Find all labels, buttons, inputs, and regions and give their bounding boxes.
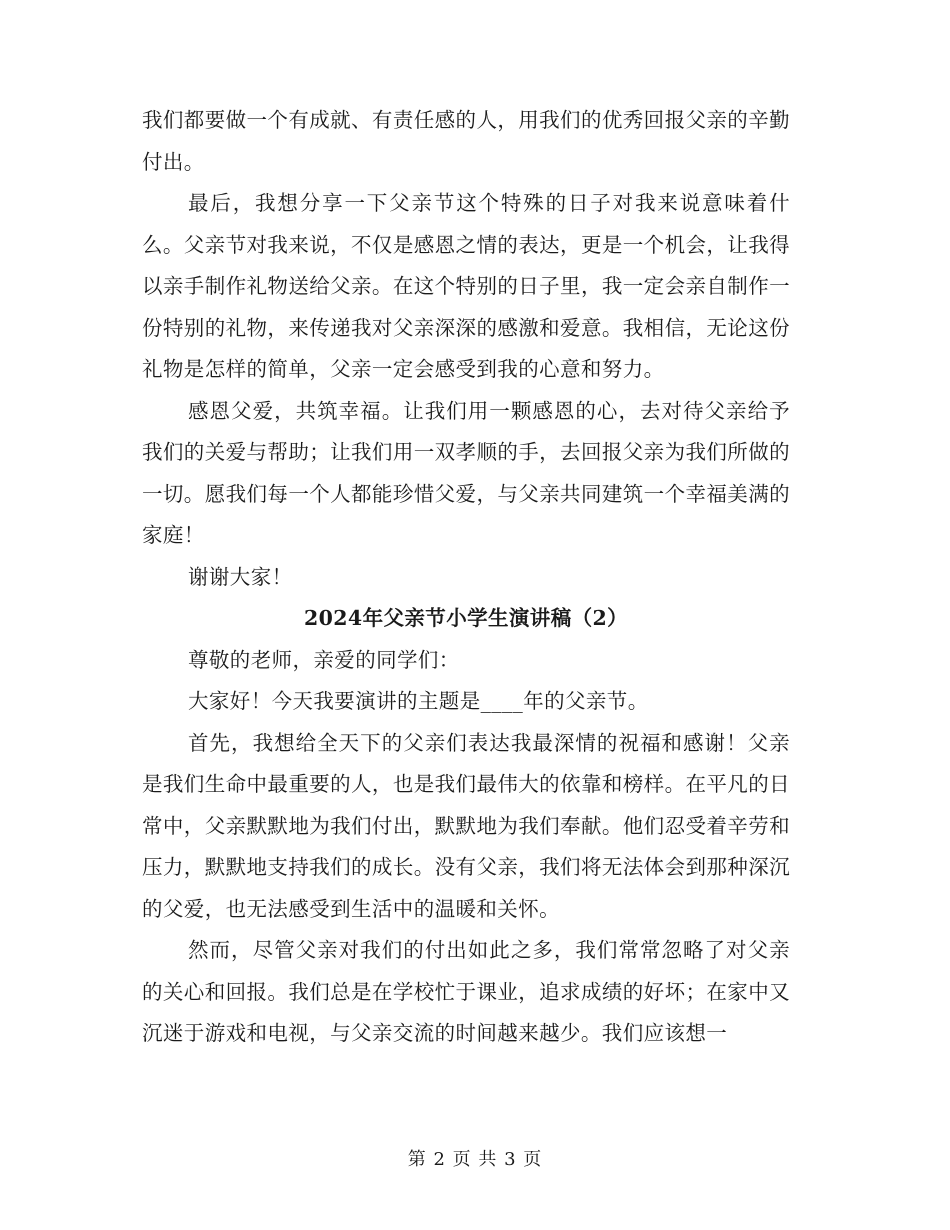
paragraph-fathers-day-meaning: 最后，我想分享一下父亲节这个特殊的日子对我来说意味着什么。父亲节对我来说，不仅是感恩之情的表达，更是一个机会，让我得以亲手制作礼物送给父亲。在这个特别的日子里，我一定会亲自制作一份特别的礼物，来传递我对父亲深深的感激和爱意。我相信，无论这份礼物是怎样的简单，父亲一定会感受到我的心意和努力。 [142,191,790,381]
document-page [142,100,790,1055]
paragraph-gratitude: 感恩父爱，共筑幸福。让我们用一颗感恩的心，去对待父亲给予我们的关爱与帮助；让我们用一双孝顺的手，去回报父亲为我们所做的一切。愿我们每一个人都能珍惜父爱，与父亲共同建筑一个幸福美满的家庭！ [142,398,790,547]
paragraph-blessing: 首先，我想给全天下的父亲们表达我最深情的祝福和感谢！父亲是我们生命中最重要的人，也是我们最伟大的依靠和榜样。在平凡的日常中，父亲默默地为我们付出，默默地为我们奉献。他们忍受着辛劳和压力，默默地支持我们的成长。没有父亲，我们将无法体会到那种深沉的父爱，也无法感受到生活中的温暖和关怀。 [142,730,790,921]
paragraph-neglect: 然而，尽管父亲对我们的付出如此之多，我们常常忽略了对父亲的关心和回报。我们总是在学校忙于课业，追求成绩的好坏；在家中又沉迷于游戏和电视，与父亲交流的时间越来越少。我们应该想一 [142,938,790,1045]
paragraph-thanks: 谢谢大家！ [188,564,293,589]
paragraph-greeting: 尊敬的老师，亲爱的同学们： [188,647,460,672]
paragraph-topic: 大家好！今天我要演讲的主题是____年的父亲节。 [188,689,649,713]
section-title: 2024年父亲节小学生演讲稿（2） [303,606,629,630]
paragraph-continuation: 我们都要做一个有成就、有责任感的人，用我们的优秀回报父亲的辛勤付出。 [142,108,790,174]
page-footer: 第 2 页 共 3 页 [407,1149,543,1170]
